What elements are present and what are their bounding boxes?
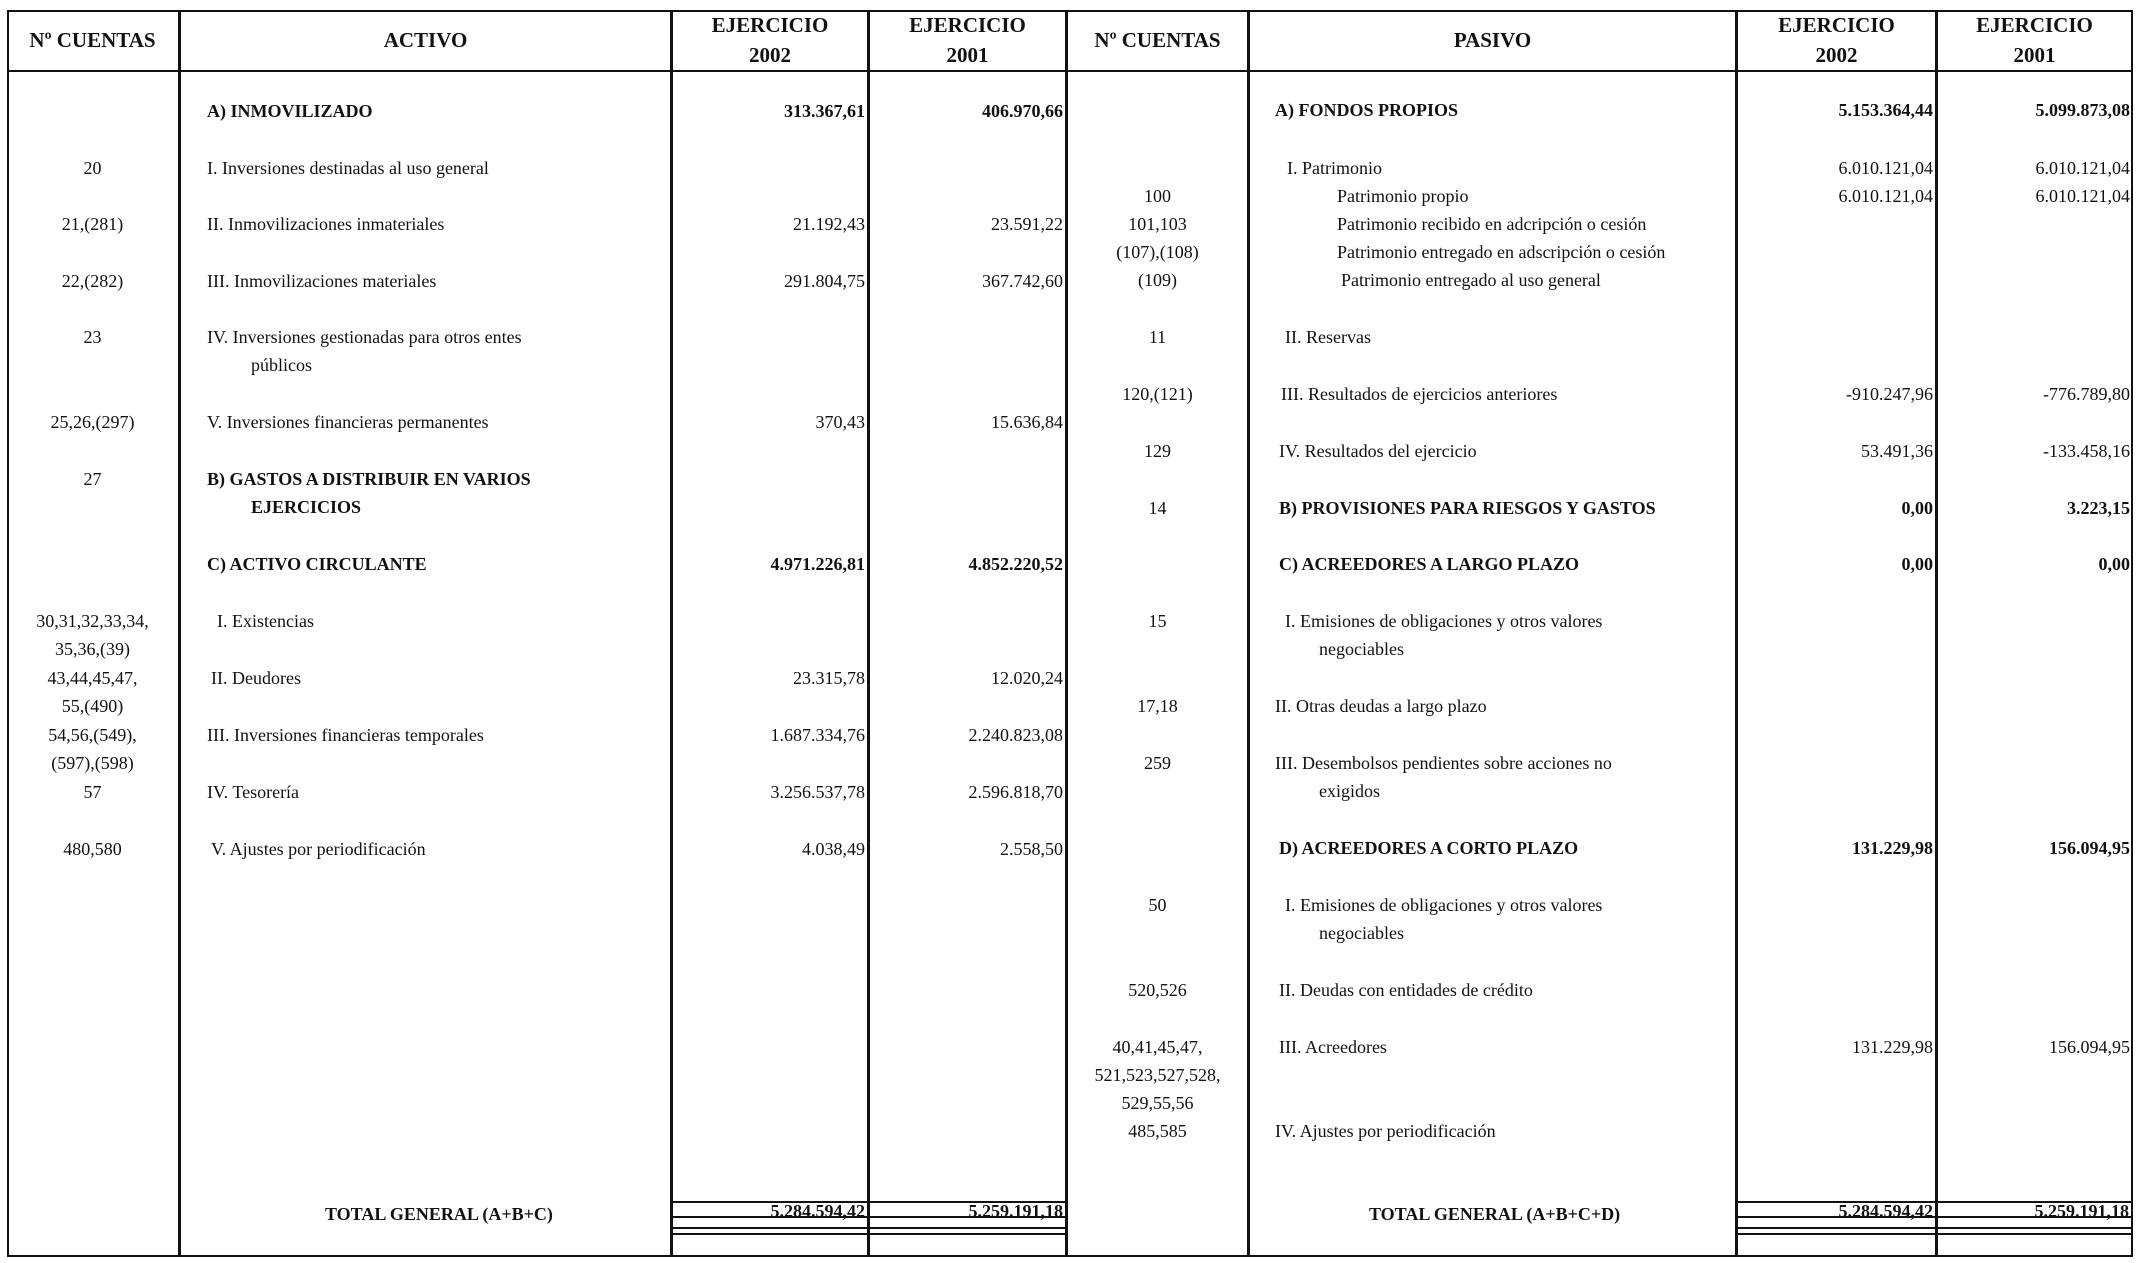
activo-ii-2001: 23.591,22: [991, 214, 1063, 234]
account-code: 20: [83, 158, 102, 178]
pasivo-d3-label: III. Acreedores: [1279, 1037, 1387, 1057]
pasivo-patrimonio-uso-general-label: Patrimonio entregado al uso general: [1341, 270, 1601, 290]
activo-total-underline: [870, 1227, 1065, 1235]
column-line: [2131, 10, 2133, 1257]
activo-total-underline: [673, 1227, 867, 1235]
pasivo-a-2001: 5.099.873,08: [2035, 100, 2130, 120]
account-code: 50: [1148, 895, 1167, 915]
account-code: 120,(121): [1122, 384, 1193, 404]
account-code: 17,18: [1137, 696, 1178, 716]
header-year: 2001: [2013, 43, 2056, 67]
activo-b-label-cont: EJERCICIOS: [251, 497, 362, 517]
pasivo-b-2002: 0,00: [1901, 498, 1933, 518]
activo-i-label: I. Inversiones destinadas al uso general: [207, 158, 489, 178]
account-code: 129: [1144, 441, 1171, 461]
account-code-cont: (597),(598): [51, 753, 134, 773]
pasivo-d-label: D) ACREEDORES A CORTO PLAZO: [1279, 838, 1579, 858]
activo-total-2002: 5.284.594,42: [673, 1201, 867, 1218]
account-code: 520,526: [1128, 980, 1187, 1000]
header-ejercicio-2001: [870, 10, 1065, 70]
header-text: PASIVO: [1453, 28, 1532, 52]
pasivo-total-2002: 5.284.594,42: [1738, 1201, 1935, 1218]
activo-iii-label: III. Inmovilizaciones materiales: [207, 271, 437, 291]
account-code: 27: [83, 469, 102, 489]
activo-b-label: B) GASTOS A DISTRIBUIR EN VARIOS: [207, 469, 531, 489]
activo-ii-2002: 21.192,43: [793, 214, 865, 234]
pasivo-d-2001: 156.094,95: [2049, 838, 2130, 858]
account-code: 25,26,(297): [50, 412, 135, 432]
pasivo-b-label: B) PROVISIONES PARA RIESGOS Y GASTOS: [1279, 498, 1656, 518]
activo-total-label: TOTAL GENERAL (A+B+C): [325, 1204, 553, 1224]
pasivo-i-2002: 6.010.121,04: [1838, 158, 1933, 178]
activo-c1-label: I. Existencias: [217, 611, 314, 631]
pasivo-c3-label: III. Desembolsos pendientes sobre acciones no: [1275, 753, 1612, 773]
account-code-cont: 55,(490): [61, 696, 124, 716]
column-line: [670, 10, 673, 1257]
header-year: 2002: [749, 43, 791, 67]
column-line: [867, 10, 870, 1257]
pasivo-total-2001: 5.259.191,18: [1938, 1201, 2131, 1218]
activo-c4-2001: 2.596.818,70: [968, 782, 1063, 802]
header-text: ACTIVO: [383, 28, 468, 52]
pasivo-iii-label: III. Resultados de ejercicios anteriores: [1281, 384, 1558, 404]
header-divider: [7, 70, 2133, 72]
pasivo-iv-2002: 53.491,36: [1861, 441, 1933, 461]
activo-c4-2002: 3.256.537,78: [770, 782, 865, 802]
pasivo-i-2001: 6.010.121,04: [2035, 158, 2130, 178]
activo-c4-label: IV. Tesorería: [207, 782, 300, 802]
pasivo-a-2002: 5.153.364,44: [1838, 100, 1933, 120]
activo-iv-label: IV. Inversiones gestionadas para otros entes: [207, 327, 522, 347]
activo-iv-label-cont: públicos: [251, 355, 312, 375]
pasivo-iv-label: IV. Resultados del ejercicio: [1279, 441, 1477, 461]
activo-c2-2001: 12.020,24: [991, 668, 1063, 688]
column-line: [178, 10, 181, 1257]
header-ejercicio-2002: [1738, 10, 1935, 70]
activo-v-2001: 15.636,84: [991, 412, 1063, 432]
account-code: 100: [1144, 186, 1171, 206]
activo-iii-2002: 291.804,75: [784, 271, 865, 291]
activo-c2-label: II. Deudores: [211, 668, 301, 688]
activo-c3-label: III. Inversiones financieras temporales: [207, 725, 484, 745]
activo-a-2002: 313.367,61: [784, 101, 865, 121]
account-code: 40,41,45,47,: [1112, 1037, 1203, 1057]
pasivo-c1-label: I. Emisiones de obligaciones y otros valores: [1285, 611, 1603, 631]
account-code: 480,580: [63, 839, 122, 859]
header-text: EJERCICIO: [711, 13, 829, 37]
header-text: Nº CUENTAS: [1094, 28, 1221, 52]
activo-c2-2002: 23.315,78: [793, 668, 865, 688]
balance-sheet: [7, 10, 2133, 1257]
pasivo-iii-2002: -910.247,96: [1846, 384, 1933, 404]
pasivo-d3-2001: 156.094,95: [2049, 1037, 2130, 1057]
account-code-cont: 521,523,527,528,: [1094, 1065, 1221, 1085]
header-ejercicio-2001: [1938, 10, 2131, 70]
bottom-border: [7, 1255, 2133, 1257]
pasivo-total-underline: [1738, 1227, 1935, 1235]
pasivo-iv-2001: -133.458,16: [2043, 441, 2130, 461]
account-code: 485,585: [1128, 1121, 1187, 1141]
pasivo-d1-label: I. Emisiones de obligaciones y otros valores: [1285, 895, 1603, 915]
account-code: 43,44,45,47,: [47, 668, 138, 688]
header-year: 2002: [1815, 43, 1858, 67]
activo-a-label: A) INMOVILIZADO: [207, 101, 373, 121]
pasivo-patrimonio-entregado-label: Patrimonio entregado en adscripción o cesión: [1337, 242, 1666, 262]
activo-c5-2002: 4.038,49: [802, 839, 865, 859]
pasivo-total-label: TOTAL GENERAL (A+B+C+D): [1369, 1204, 1621, 1224]
header-n-cuentas: [1068, 10, 1247, 70]
account-code: 14: [1148, 498, 1167, 518]
activo-v-2002: 370,43: [815, 412, 865, 432]
pasivo-patrimonio-propio-2001: 6.010.121,04: [2035, 186, 2130, 206]
header-text: EJERCICIO: [1778, 13, 1895, 37]
activo-iii-2001: 367.742,60: [982, 271, 1063, 291]
pasivo-patrimonio-propio-2002: 6.010.121,04: [1838, 186, 1933, 206]
account-code: (107),(108): [1116, 242, 1199, 262]
account-code-cont: 529,55,56: [1121, 1093, 1194, 1113]
pasivo-iii-2001: -776.789,80: [2043, 384, 2130, 404]
header-year: 2001: [946, 43, 989, 67]
pasivo-d4-label: IV. Ajustes por periodificación: [1275, 1121, 1496, 1141]
account-code: 23: [83, 327, 102, 347]
account-code: 57: [83, 782, 102, 802]
pasivo-d2-label: II. Deudas con entidades de crédito: [1279, 980, 1533, 1000]
pasivo-c3-label-cont: exigidos: [1319, 781, 1380, 801]
pasivo-a-label: A) FONDOS PROPIOS: [1275, 100, 1459, 120]
account-code: 21,(281): [61, 214, 124, 234]
header-text: EJERCICIO: [1976, 13, 2093, 37]
pasivo-ii-label: II. Reservas: [1285, 327, 1371, 347]
activo-c-label: C) ACTIVO CIRCULANTE: [207, 554, 427, 574]
account-code: 259: [1144, 753, 1171, 773]
pasivo-patrimonio-propio-label: Patrimonio propio: [1337, 186, 1469, 206]
pasivo-c-2002: 0,00: [1901, 554, 1933, 574]
pasivo-d3-2002: 131.229,98: [1852, 1037, 1933, 1057]
account-code: 54,56,(549),: [48, 725, 137, 745]
header-text: Nº CUENTAS: [29, 28, 156, 52]
account-code-cont: 35,36,(39): [55, 639, 130, 659]
pasivo-d-2002: 131.229,98: [1852, 838, 1933, 858]
header-ejercicio-2002: [673, 10, 867, 70]
account-code: 11: [1148, 327, 1167, 347]
pasivo-d1-label-cont: negociables: [1319, 923, 1404, 943]
header-n-cuentas: [7, 10, 178, 70]
column-line: [1247, 10, 1250, 1257]
activo-total-2001: 5.259.191,18: [870, 1201, 1065, 1218]
pasivo-i-label: I. Patrimonio: [1287, 158, 1382, 178]
activo-c5-label: V. Ajustes por periodificación: [211, 839, 426, 859]
pasivo-c-2001: 0,00: [2098, 554, 2130, 574]
account-code: (109): [1138, 270, 1177, 290]
account-code: 101,103: [1128, 214, 1187, 234]
account-code: 22,(282): [61, 271, 124, 291]
activo-v-label: V. Inversiones financieras permanentes: [207, 412, 489, 432]
activo-c3-2001: 2.240.823,08: [968, 725, 1063, 745]
activo-c3-2002: 1.687.334,76: [770, 725, 865, 745]
pasivo-c2-label: II. Otras deudas a largo plazo: [1275, 696, 1487, 716]
pasivo-b-2001: 3.223,15: [2067, 498, 2130, 518]
activo-c-2002: 4.971.226,81: [770, 554, 865, 574]
account-code: 15: [1148, 611, 1167, 631]
activo-a-2001: 406.970,66: [982, 101, 1063, 121]
pasivo-c-label: C) ACREEDORES A LARGO PLAZO: [1279, 554, 1580, 574]
activo-ii-label: II. Inmovilizaciones inmateriales: [207, 214, 445, 234]
pasivo-patrimonio-recibido-label: Patrimonio recibido en adcripción o cesión: [1337, 214, 1647, 234]
pasivo-total-underline: [1938, 1227, 2131, 1235]
pasivo-c1-label-cont: negociables: [1319, 639, 1404, 659]
account-code: 30,31,32,33,34,: [36, 611, 149, 631]
header-pasivo: [1250, 10, 1735, 70]
header-activo: [181, 10, 670, 70]
activo-c-2001: 4.852.220,52: [968, 554, 1063, 574]
activo-c5-2001: 2.558,50: [1000, 839, 1063, 859]
header-text: EJERCICIO: [909, 13, 1026, 37]
